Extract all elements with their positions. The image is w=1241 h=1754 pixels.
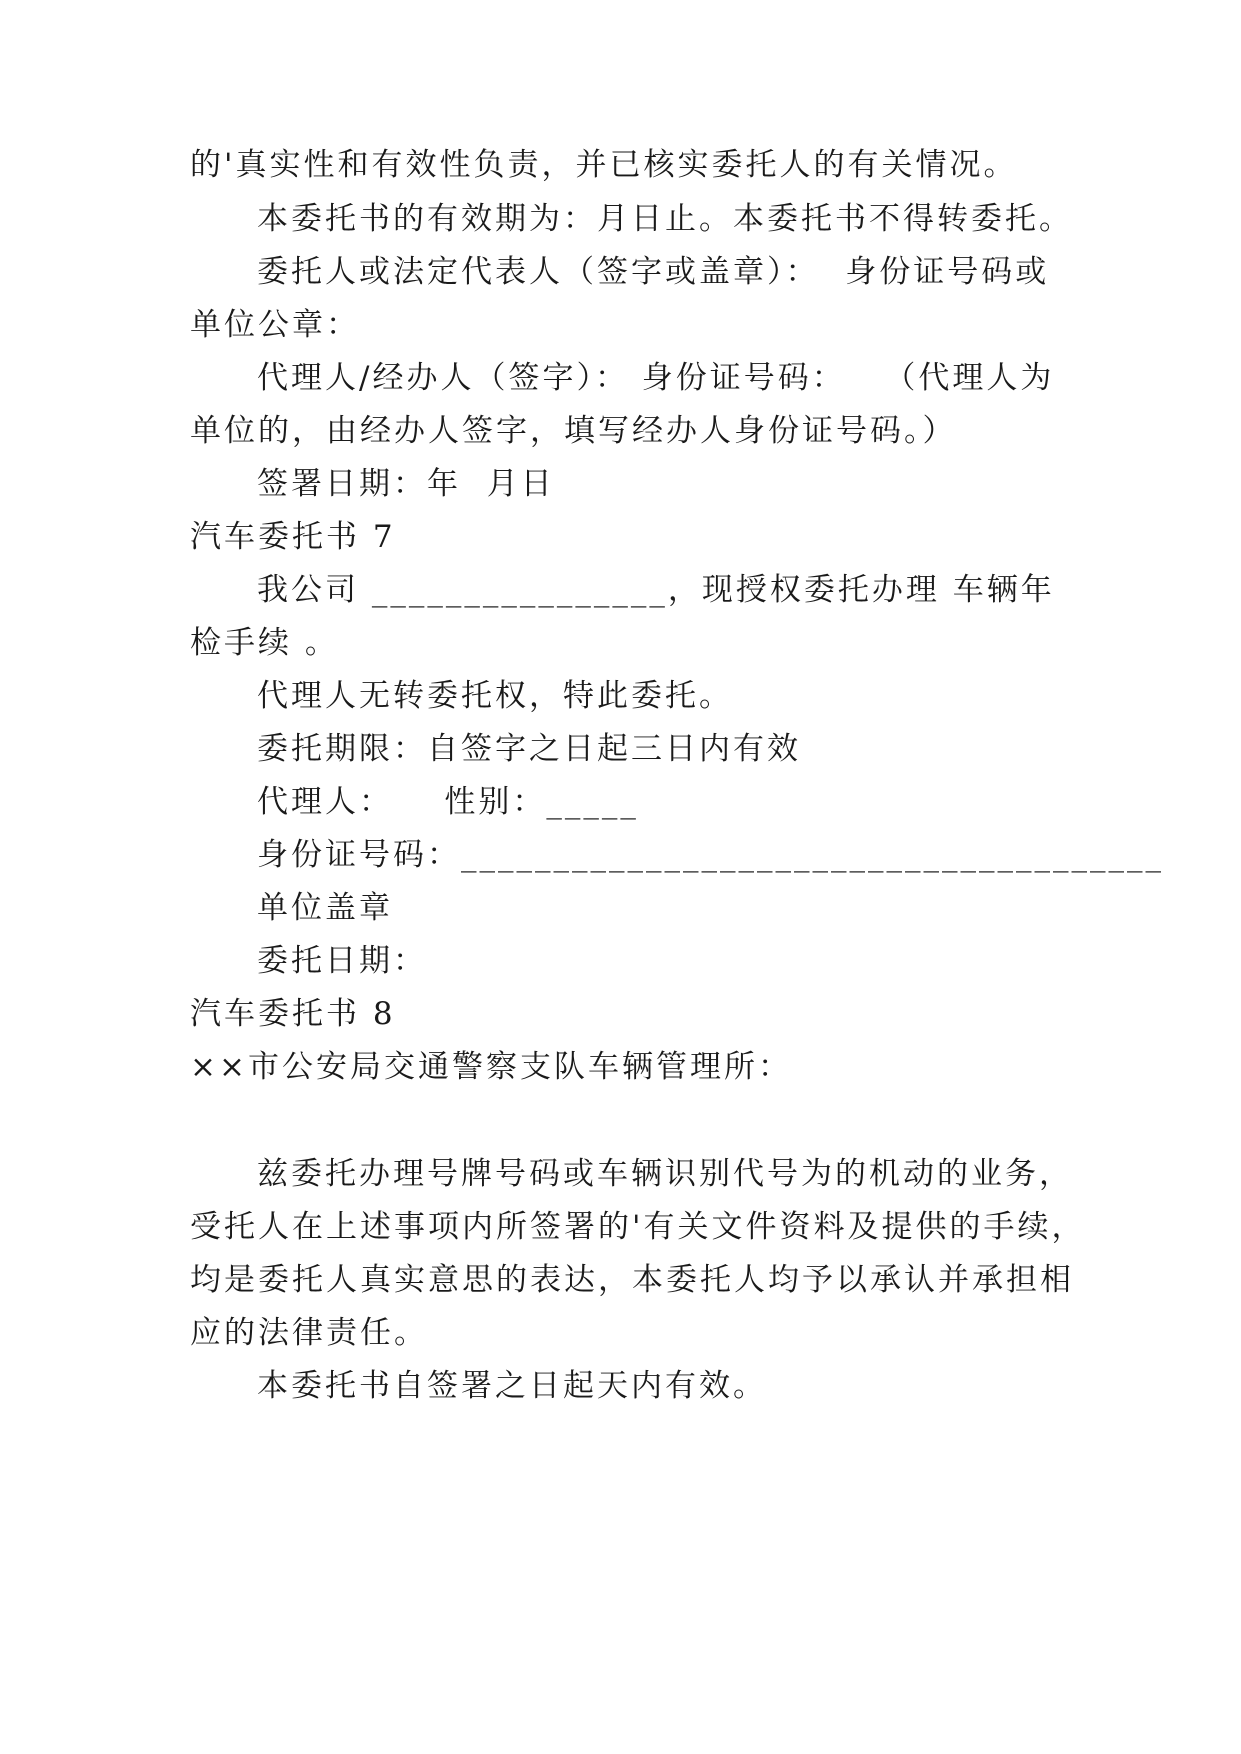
paragraph-line: 均是委托人真实意思的表达，本委托人均予以承认并承担相 bbox=[190, 1262, 1074, 1298]
paragraph-line: 兹委托办理号牌号码或车辆识别代号为的机动的业务， bbox=[257, 1156, 1073, 1192]
paragraph-line: 本委托书的有效期为：月日止。本委托书不得转委托。 bbox=[257, 201, 1073, 237]
paragraph-line: 本委托书自签署之日起天内有效。 bbox=[257, 1368, 767, 1404]
paragraph-line: 单位的，由经办人签字，填写经办人身份证号码。） bbox=[190, 413, 957, 449]
paragraph-line: 我公司 ________________，现授权委托办理 车辆年 bbox=[257, 572, 1055, 608]
section-heading: 汽车委托书 8 bbox=[190, 996, 396, 1032]
paragraph-line: 代理人： 性别：_____ bbox=[257, 784, 639, 820]
paragraph-line: 代理人/经办人（签字）： 身份证号码： （代理人为 bbox=[257, 360, 1055, 396]
paragraph-line: 委托人或法定代表人（签字或盖章）： 身份证号码或 bbox=[257, 254, 1050, 290]
paragraph-line: 单位盖章 bbox=[257, 890, 393, 926]
paragraph-line: 单位公章： bbox=[190, 307, 360, 343]
paragraph-line: 的'真实性和有效性负责，并已核实委托人的有关情况。 bbox=[190, 147, 1018, 183]
paragraph-line: 检手续 。 bbox=[190, 625, 339, 661]
paragraph-line: 受托人在上述事项内所签署的'有关文件资料及提供的手续， bbox=[190, 1209, 1086, 1245]
paragraph-line: 委托期限：自签字之日起三日内有效 bbox=[257, 731, 801, 767]
paragraph-line: 代理人无转委托权，特此委托。 bbox=[257, 678, 733, 714]
paragraph-line: 委托日期： bbox=[257, 943, 427, 979]
paragraph-line: ××市公安局交通警察支队车辆管理所： bbox=[190, 1049, 792, 1085]
paragraph-line: 签署日期：年 月日 bbox=[257, 466, 555, 502]
section-heading: 汽车委托书 7 bbox=[190, 519, 396, 555]
paragraph-line: 身份证号码：______________________________________ bbox=[257, 837, 1164, 873]
paragraph-line: 应的法律责任。 bbox=[190, 1315, 428, 1351]
